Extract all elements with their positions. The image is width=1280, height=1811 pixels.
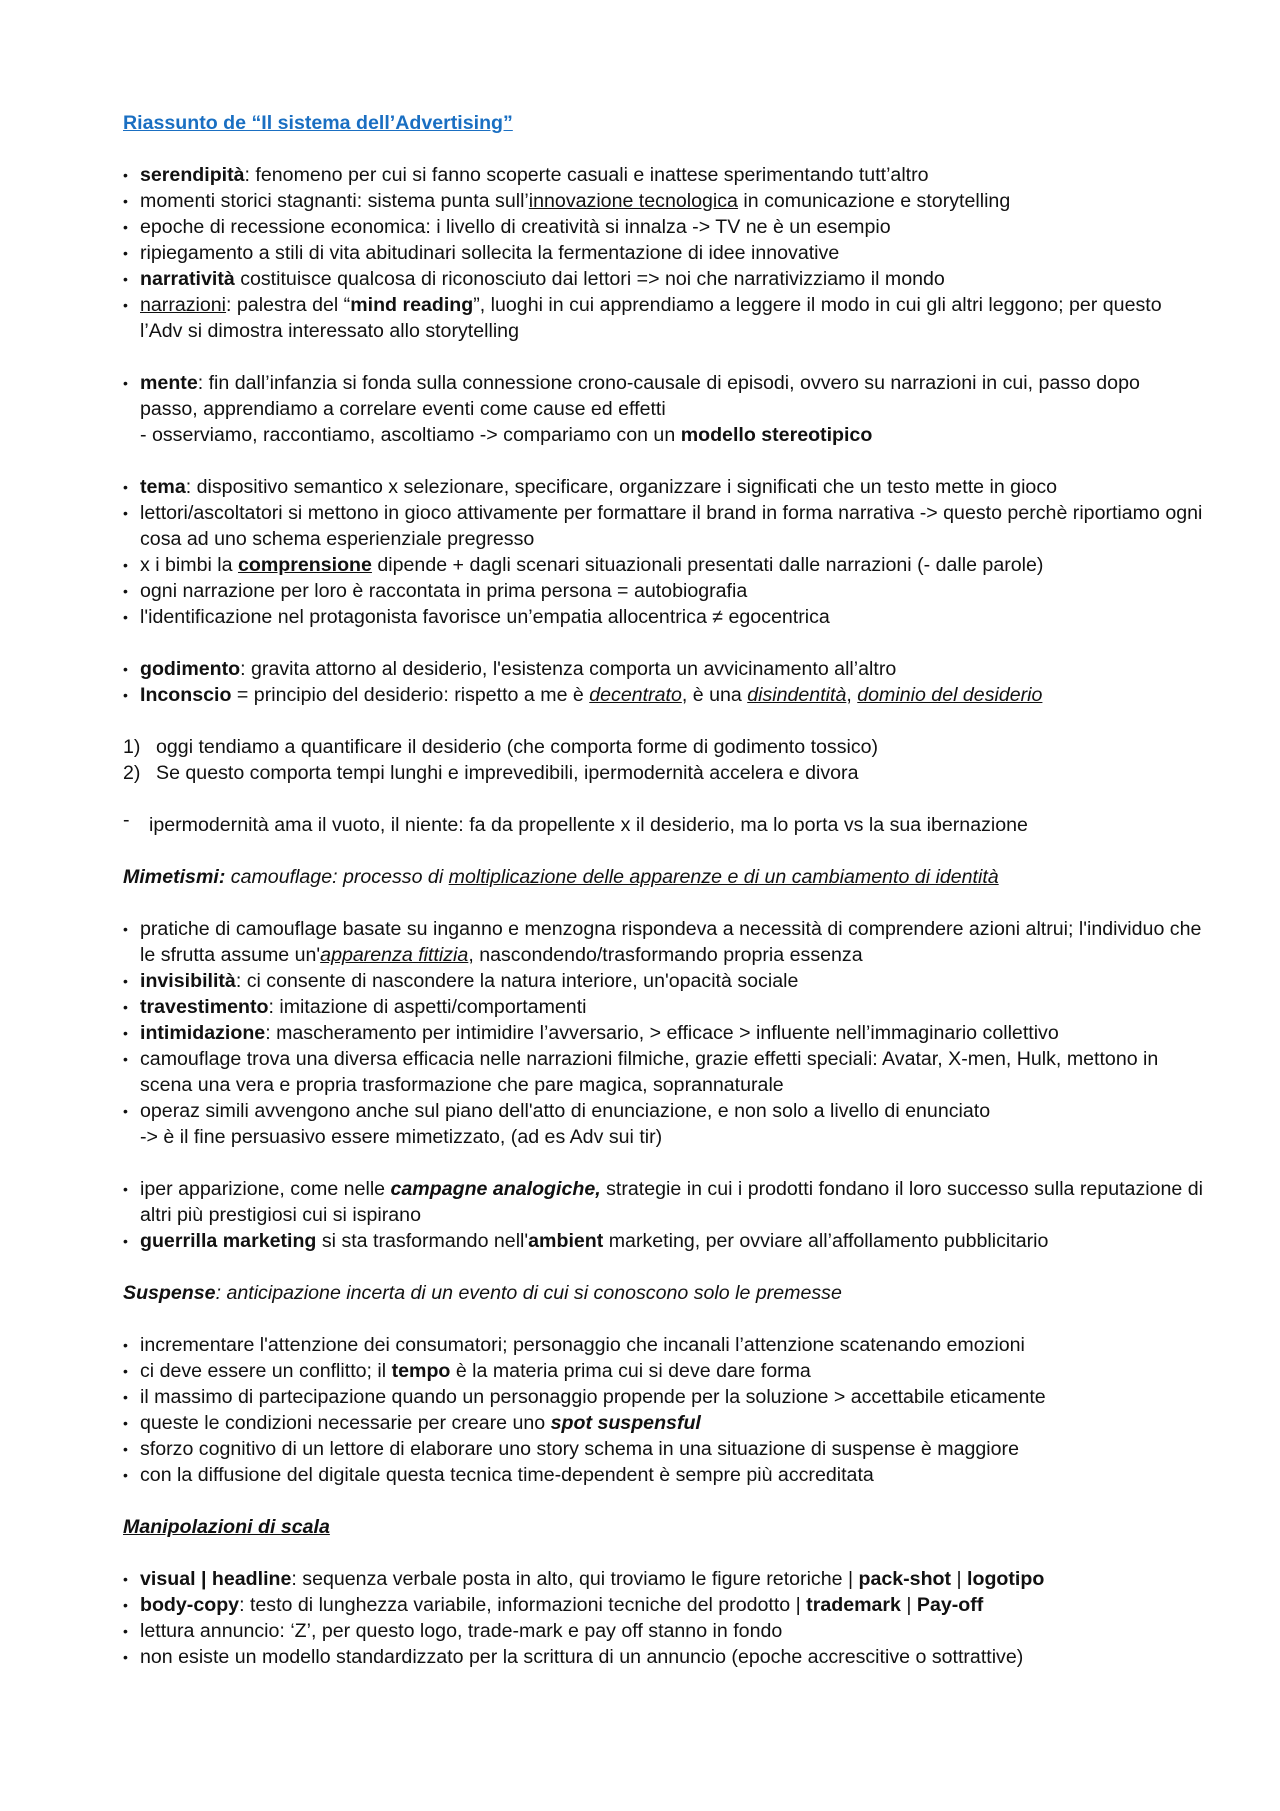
dash-line: - ipermodernità ama il vuoto, il niente: fa da propellente x il desiderio, ma lo porta vs la sua ibernazione: [123, 809, 1028, 836]
list-item: • sforzo cognitivo di un lettore di elaborare uno story schema in una situazione di suspense è maggiore: [123, 1436, 1203, 1462]
list-item: • l'identificazione nel protagonista favorisce un’empatia allocentrica ≠ egocentrica: [123, 604, 1203, 630]
intro-list: [123, 162, 1203, 344]
list-item: • travestimento: imitazione di aspetti/comportamenti: [123, 994, 1203, 1020]
list-item: • intimidazione: mascheramento per intimidire l’avversario, > efficace > influente nell’immaginario collettivo: [123, 1020, 1203, 1046]
iper-list: [123, 1176, 1203, 1254]
sub-line: - osserviamo, raccontiamo, ascoltiamo -> compariamo con un modello stereotipico: [140, 424, 873, 446]
mind-list: [123, 370, 1203, 448]
list-item: • ci deve essere un conflitto; il tempo è la materia prima cui si deve dare forma: [123, 1358, 1203, 1384]
list-item: • visual | headline: sequenza verbale posta in alto, qui troviamo le figure retoriche | pack-shot | logotipo: [123, 1566, 1203, 1592]
scala-list: [123, 1566, 1203, 1670]
list-item: • con la diffusione del digitale questa tecnica time-dependent è sempre più accreditata: [123, 1462, 1203, 1488]
list-item: • invisibilità: ci consente di nascondere la natura interiore, un'opacità sociale: [123, 968, 1203, 994]
list-item: • epoche di recessione economica: i livello di creatività si innalza -> TV ne è un esempio: [123, 214, 1203, 240]
section-heading-scala: Manipolazioni di scala: [123, 1516, 330, 1538]
list-item: • body-copy: testo di lunghezza variabile, informazioni tecniche del prodotto | trademark | Pay-off: [123, 1592, 1203, 1618]
section-heading-mimetismi: Mimetismi: camouflage: processo di moltiplicazione delle apparenze e di un cambiamento di identità: [123, 866, 999, 888]
list-item: • ogni narrazione per loro è raccontata in prima persona = autobiografia: [123, 578, 1203, 604]
list-item: 1) oggi tendiamo a quantificare il desiderio (che comporta forme di godimento tossico): [123, 736, 879, 758]
desire-list: [123, 656, 1203, 708]
suspense-list: [123, 1332, 1203, 1488]
list-item: • pratiche di camouflage basate su inganno e menzogna rispondeva a necessità di comprendere azioni altrui; l'individuo che le sfrutta assume un'apparenza fittizia, nascondendo/trasformando propria essenza: [123, 916, 1203, 968]
mimetismi-list: [123, 916, 1203, 1150]
list-item: • narratività costituisce qualcosa di riconosciuto dai lettori => noi che narrativizziamo il mondo: [123, 266, 1203, 292]
list-item: • incrementare l'attenzione dei consumatori; personaggio che incanali l’attenzione scatenando emozioni: [123, 1332, 1203, 1358]
section-heading-suspense: Suspense: anticipazione incerta di un evento di cui si conoscono solo le premesse: [123, 1282, 842, 1304]
list-item: • ripiegamento a stili di vita abitudinari sollecita la fermentazione di idee innovative: [123, 240, 1203, 266]
theme-list: [123, 474, 1203, 630]
list-item: • iper apparizione, come nelle campagne analogiche, strategie in cui i prodotti fondano il loro successo sulla reputazione di altri più prestigiosi cui si ispirano: [123, 1176, 1203, 1228]
list-item: • momenti storici stagnanti: sistema punta sull’innovazione tecnologica in comunicazione e storytelling: [123, 188, 1203, 214]
list-item: • serendipità: fenomeno per cui si fanno scoperte casuali e inattese sperimentando tutt’altro: [123, 162, 1203, 188]
list-item: 2) Se questo comporta tempi lunghi e imprevedibili, ipermodernità accelera e divora: [123, 762, 859, 784]
list-item: • camouflage trova una diversa efficacia nelle narrazioni filmiche, grazie effetti speciali: Avatar, X-men, Hulk, mettono in scena una vera e propria trasformazione che pare magica, soprannaturale: [123, 1046, 1203, 1098]
list-item: • lettura annuncio: ‘Z’, per questo logo, trade-mark e pay off stanno in fondo: [123, 1618, 1203, 1644]
document-page: [123, 110, 1203, 1670]
list-item: • Inconscio = principio del desiderio: rispetto a me è decentrato, è una disindentità, dominio del desiderio: [123, 682, 1203, 708]
list-item: • guerrilla marketing si sta trasformando nell'ambient marketing, per ovviare all’affollamento pubblicitario: [123, 1228, 1203, 1254]
list-item: • narrazioni: palestra del “mind reading”, luoghi in cui apprendiamo a leggere il modo in cui gli altri leggono; per questo l’Adv si dimostra interessato allo storytelling: [123, 292, 1203, 344]
sub-line: -> è il fine persuasivo essere mimetizzato, (ad es Adv sui tir): [140, 1126, 663, 1148]
numbered-list: [123, 734, 1203, 786]
list-item: • queste le condizioni necessarie per creare uno spot suspensful: [123, 1410, 1203, 1436]
list-item: • x i bimbi la comprensione dipende + dagli scenari situazionali presentati dalle narrazioni (- dalle parole): [123, 552, 1203, 578]
list-item: • operaz simili avvengono anche sul piano dell'atto di enunciazione, e non solo a livello di enunciato -> è il fine persuasivo essere mimetizzato, (ad es Adv sui tir): [123, 1098, 1203, 1150]
list-item: • non esiste un modello standardizzato per la scrittura di un annuncio (epoche accrescitive o sottrattive): [123, 1644, 1203, 1670]
list-item: • il massimo di partecipazione quando un personaggio propende per la soluzione > accettabile eticamente: [123, 1384, 1203, 1410]
list-item: • lettori/ascoltatori si mettono in gioco attivamente per formattare il brand in forma narrativa -> questo perchè riportiamo ogni cosa ad uno schema esperienziale pregresso: [123, 500, 1203, 552]
list-item: • mente: fin dall’infanzia si fonda sulla connessione crono-causale di episodi, ovvero su narrazioni in cui, passo dopo passo, apprendiamo a correlare eventi come cause ed effetti - osserviamo, raccontiamo, ascoltiamo -> compariamo con un modello stereotipico: [123, 370, 1203, 448]
list-item: • tema: dispositivo semantico x selezionare, specificare, organizzare i significati che un testo mette in gioco: [123, 474, 1203, 500]
document-title: Riassunto de “Il sistema dell’Advertising”: [123, 112, 513, 134]
list-item: • godimento: gravita attorno al desiderio, l'esistenza comporta un avvicinamento all’altro: [123, 656, 1203, 682]
